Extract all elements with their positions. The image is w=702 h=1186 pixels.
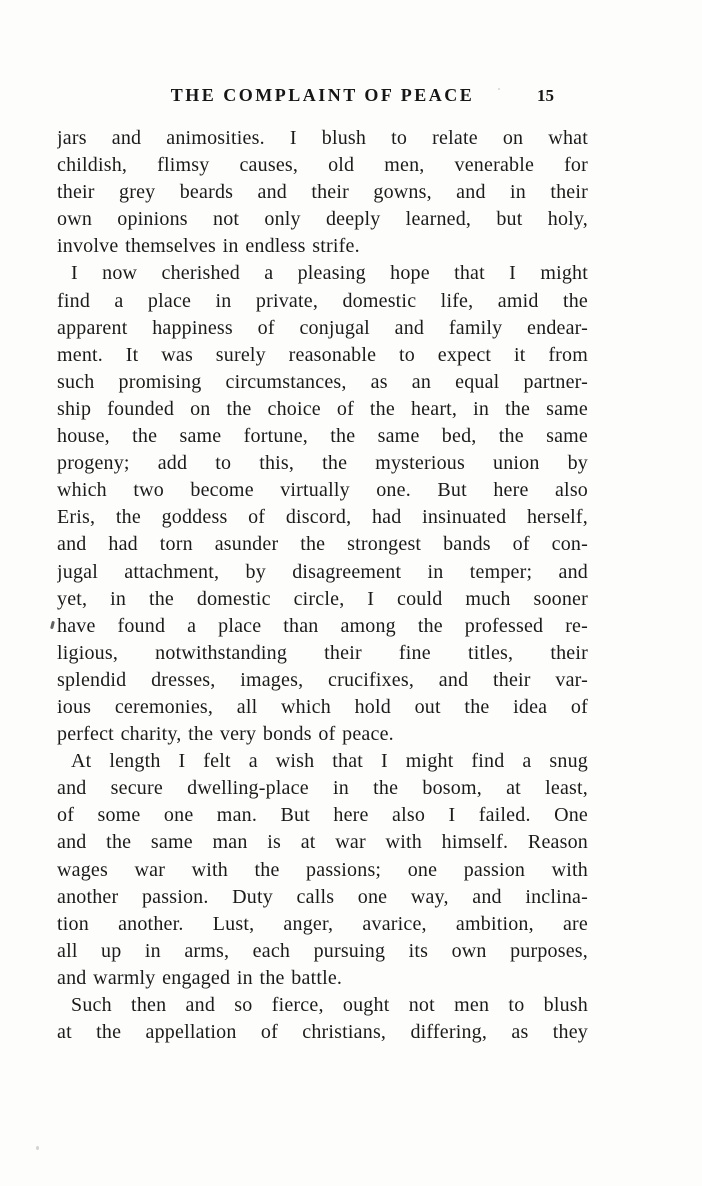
text-line: have found a place than among the professed re- xyxy=(57,614,588,637)
text-line: perfect charity, the very bonds of peace. xyxy=(57,723,394,746)
page-title: THE COMPLAINT OF PEACE xyxy=(170,85,475,105)
text-line: wages war with the passions; one passion with xyxy=(57,858,588,881)
text-line: ious ceremonies, all which hold out the idea of xyxy=(57,695,588,718)
text-line: and the same man is at war with himself. Reason xyxy=(57,831,588,854)
page-number: 15 xyxy=(537,86,554,105)
text-line: tion another. Lust, anger, avarice, ambition, are xyxy=(57,912,588,935)
running-header xyxy=(57,85,588,106)
text-line: such promising circumstances, as an equal partner- xyxy=(57,370,588,393)
scan-speck xyxy=(352,245,354,247)
text-line: ligious, notwithstanding their fine titles, their xyxy=(57,641,588,664)
paragraph xyxy=(57,125,588,260)
text-line: splendid dresses, images, crucifixes, and their var- xyxy=(57,668,588,691)
text-line: apparent happiness of conjugal and family endear- xyxy=(57,316,588,339)
text-line: At length I felt a wish that I might find a snug xyxy=(71,750,588,773)
text-line: jugal attachment, by disagreement in temper; and xyxy=(57,560,588,583)
text-line: jars and animosities. I blush to relate on what xyxy=(57,127,588,149)
text-line: find a place in private, domestic life, amid the xyxy=(57,289,588,312)
paragraph xyxy=(57,992,588,1046)
text-line: house, the same fortune, the same bed, the same xyxy=(57,425,588,448)
text-line: involve themselves in endless strife. xyxy=(57,235,360,258)
text-line: of some one man. But here also I failed. One xyxy=(57,804,588,827)
text-line: their grey beards and their gowns, and in their xyxy=(57,181,588,204)
text-line: and warmly engaged in the battle. xyxy=(57,966,343,989)
paragraph xyxy=(57,748,588,992)
text-line: another passion. Duty calls one way, and inclina- xyxy=(57,885,588,908)
text-line: Such then and so fierce, ought not men to blush xyxy=(71,994,588,1016)
text-line: ment. It was surely reasonable to expect it from xyxy=(57,343,588,366)
text-line: yet, in the domestic circle, I could much sooner xyxy=(57,587,588,610)
page-text xyxy=(57,125,588,1046)
text-line: at the appellation of christians, differing, as they xyxy=(57,1021,588,1044)
scan-artifact-mark xyxy=(50,621,55,629)
text-line: and secure dwelling-place in the bosom, at least, xyxy=(57,777,588,800)
text-line: progeny; add to this, the mysterious union by xyxy=(57,452,588,475)
text-line: and had torn asunder the strongest bands of con- xyxy=(57,533,588,556)
text-line: own opinions not only deeply learned, but holy, xyxy=(57,208,588,231)
text-line: I now cherished a pleasing hope that I might xyxy=(71,262,588,285)
text-line: which two become virtually one. But here also xyxy=(57,479,588,502)
text-line: all up in arms, each pursuing its own purposes, xyxy=(57,939,588,962)
paragraph xyxy=(57,260,588,748)
scan-speck xyxy=(498,88,500,90)
text-line: childish, flimsy causes, old men, venerable for xyxy=(57,154,588,177)
text-line: ship founded on the choice of the heart, in the same xyxy=(57,397,588,420)
scan-speck xyxy=(36,1146,39,1150)
text-line: Eris, the goddess of discord, had insinuated herself, xyxy=(57,506,588,529)
